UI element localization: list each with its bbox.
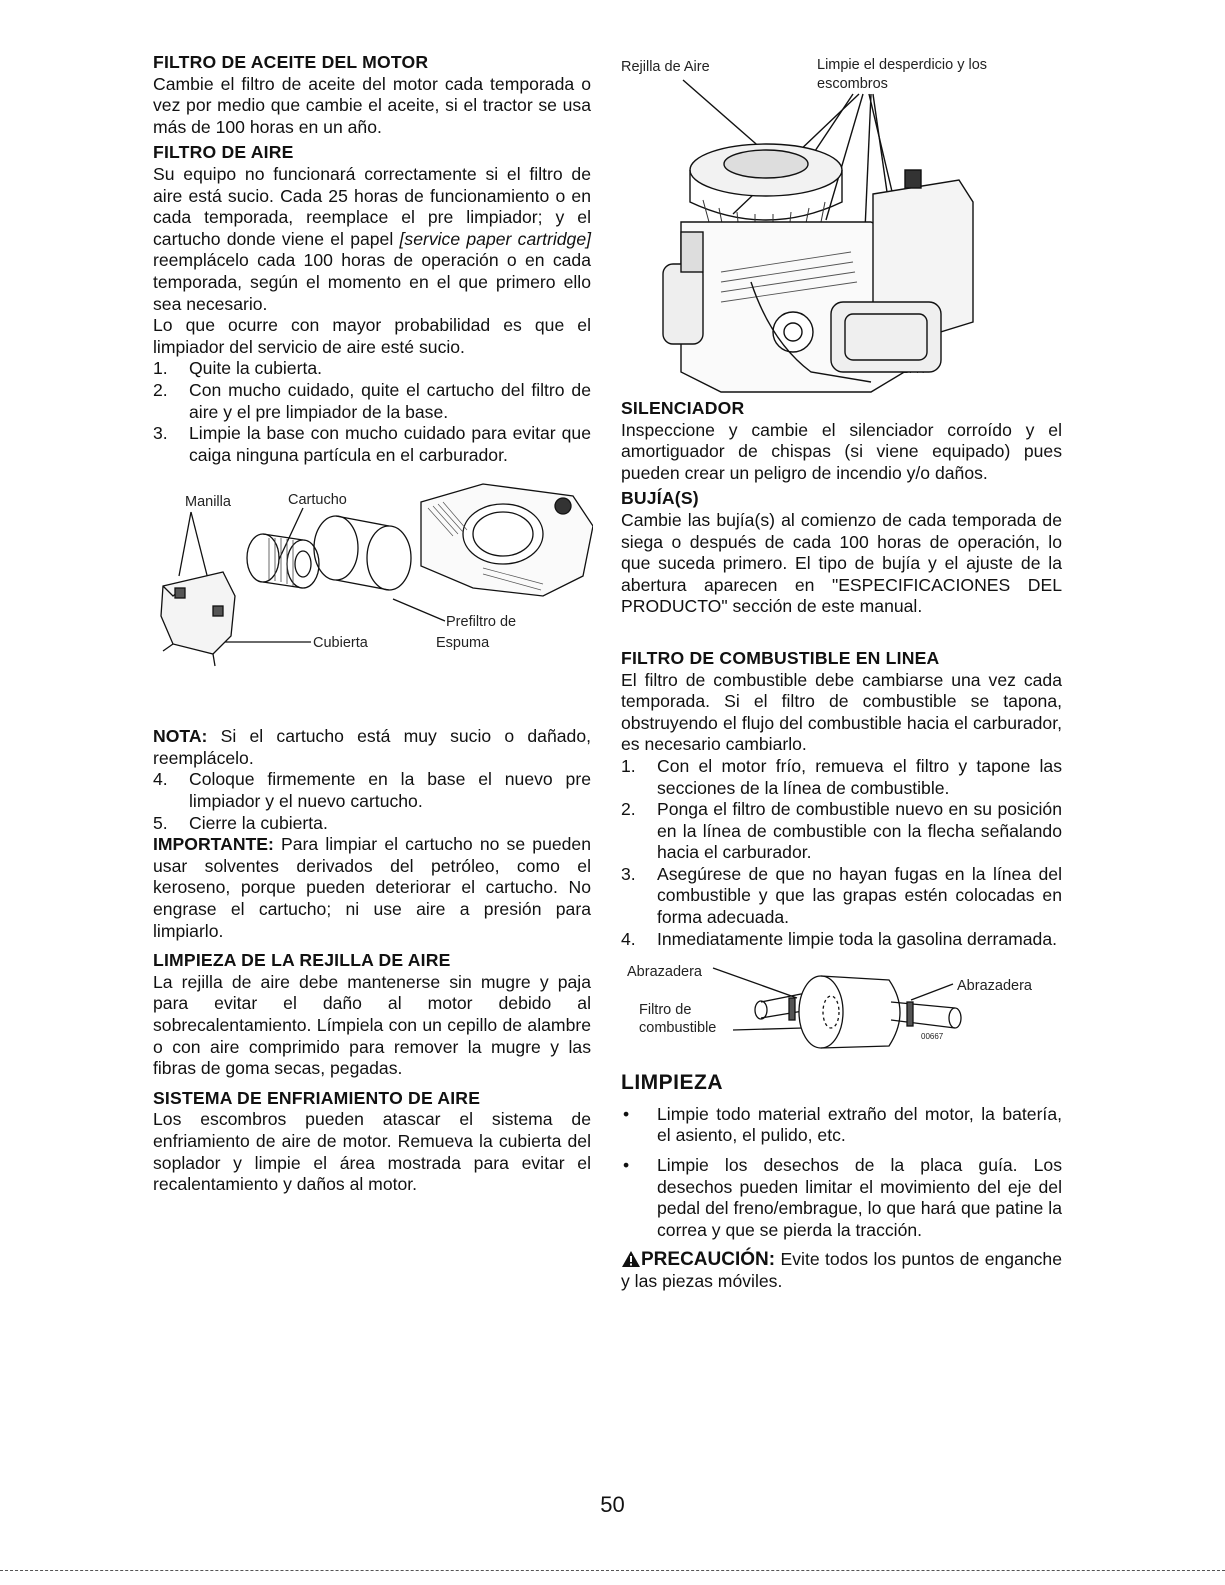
cleaning-heading: LIMPIEZA [621, 1071, 723, 1095]
air-filter-drawing [153, 476, 593, 698]
right-column [621, 52, 1062, 1293]
label-limpie-1: Limpie el desperdicio y los [817, 57, 988, 73]
spark-plug-text: Cambie las bujía(s) al comienzo de cada temporada de siega o después de cada 100 horas de operación, lo que suceda primero. El tipo de bujía y el ajuste de la abertura aparecen en "ESPECIFICACIONES DEL PRODUCTO" sección de este manual. [621, 509, 1062, 617]
figure-code-2: 00667 [921, 1032, 944, 1042]
label-espuma: Espuma [436, 635, 490, 652]
fuel-filter-drawing [621, 954, 1062, 1058]
warning-icon [621, 1250, 641, 1268]
label-abrazadera-left: Abrazadera [627, 964, 702, 981]
list-item: 4. Inmediatamente limpie toda la gasolina derramada. [621, 928, 1058, 949]
list-item: • Limpie todo material extraño del motor, la batería, el asiento, el pulido, etc. [623, 1103, 1062, 1146]
list-item: 1. Quite la cubierta. [153, 358, 323, 379]
cooling-system-text: Los escombros pueden atascar el sistema de enfriamiento de aire de motor. Remueva la cubierta del soplador y limpie el área mostrada para evitar el recalentamiento y daños al motor. [153, 1109, 591, 1195]
air-filter-steps-2 [153, 769, 591, 834]
air-filter-heading: FILTRO DE AIRE [153, 142, 294, 163]
cooling-system-heading: SISTEMA DE ENFRIAMIENTO DE AIRE [153, 1087, 481, 1108]
label-cartucho: Cartucho [288, 492, 347, 509]
importante-paragraph: IMPORTANTE: Para limpiar el cartucho no se pueden usar solventes derivados del petróleo, como el keroseno, porque pueden deteriorar el cartucho. No engrase el cartucho; ni use aire a presión para limpiarlo. [153, 834, 591, 941]
muffler-heading: SILENCIADOR [621, 398, 745, 418]
list-item: 1. Con el motor frío, remueva el filtro y tapone las secciones de la línea de combustible. [621, 755, 1062, 798]
label-manilla: Manilla [185, 494, 231, 511]
muffler-text: Inspeccione y cambie el silenciador corroído y el amortiguador de chispas (si viene equipado) pues pueden crear un peligro de incendio y/o daños. [621, 419, 1062, 483]
grille-cleaning-heading: LIMPIEZA DE LA REJILLA DE AIRE [153, 950, 451, 971]
list-item: 3. Asegúrese de que no hayan fugas en la línea del combustible y que las grapas estén colocadas en forma adecuada. [621, 863, 1062, 928]
oil-filter-heading: FILTRO DE ACEITE DEL MOTOR [153, 52, 429, 72]
fuel-filter-steps [621, 756, 1062, 950]
label-filtro-1: Filtro de [639, 1002, 692, 1019]
page-number: 50 [600, 1492, 625, 1517]
list-item: 4. Coloque firmemente en la base el nuevo pre limpiador y el nuevo cartucho. [153, 769, 591, 812]
engine-drawing [621, 52, 1062, 398]
air-filter-steps-1 [153, 358, 591, 466]
nota-paragraph: NOTA: Si el cartucho está muy sucio o dañado, reemplácelo. [153, 726, 591, 768]
list-item: 3. Limpie la base con mucho cuidado para evitar que caiga ninguna partícula en el carburador. [153, 423, 591, 465]
list-item: 5. Cierre la cubierta. [153, 812, 328, 833]
air-filter-figure [153, 476, 591, 698]
list-item: • Limpie los desechos de la placa guía. Los desechos pueden limitar el movimiento del eje del pedal del freno/embrague, lo que hará que patine la correa y que se pierda la tracción. [623, 1155, 1062, 1240]
cleaning-bullets [621, 1104, 1062, 1242]
label-filtro-2: combustible [639, 1020, 717, 1037]
fuel-filter-text: El filtro de combustible debe cambiarse una vez cada temporada. Si el filtro de combustible se tapona, obstruyendo el flujo del combustible hacia el carburador, es necesario cambiarlo. [621, 669, 1062, 755]
label-abrazadera-right: Abrazadera [957, 978, 1032, 995]
grille-cleaning-text: La rejilla de aire debe mantenerse sin mugre y paja para evitar el daño al motor debido al sobrecalentamiento. Límpiela con un cepillo de alambre o con aire comprimido para remover la mugre y las fibras de goma secas, pegadas. [153, 971, 591, 1079]
caution-paragraph: PRECAUCIÓN: Evite todos los puntos de enganche y las piezas móviles. [621, 1249, 1062, 1291]
label-cubierta: Cubierta [313, 635, 368, 652]
engine-figure [621, 52, 1062, 398]
list-item: 2. Con mucho cuidado, quite el cartucho del filtro de aire y el pre limpiador de la base. [153, 379, 591, 422]
label-limpie-2: escombros [817, 76, 888, 92]
left-column [153, 52, 591, 1196]
fuel-filter-heading: FILTRO DE COMBUSTIBLE EN LINEA [621, 647, 940, 668]
spark-plug-heading: BUJÍA(S) [621, 488, 699, 509]
air-filter-text-2: Lo que ocurre con mayor probabilidad es que el limpiador del servicio de aire esté sucio. [153, 315, 591, 357]
list-item: 2. Ponga el filtro de combustible nuevo en su posición en la línea de combustible con la flecha señalando hacia el carburador. [621, 799, 1062, 863]
fuel-filter-figure [621, 954, 1062, 1058]
page-divider [0, 1570, 1225, 1571]
label-rejilla: Rejilla de Aire [621, 59, 710, 75]
label-prefiltro: Prefiltro de [446, 614, 517, 631]
oil-filter-text: Cambie el filtro de aceite del motor cada temporada o vez por medio que cambie el aceite, si el tractor se usa más de 100 horas en un año. [153, 73, 591, 137]
air-filter-text: Su equipo no funcionará correctamente si el filtro de aire está sucio. Cada 25 horas de funcionamiento o en cada temporada, reemplace el pre limpiador; y el cartucho donde viene el papel [service paper cartridge] reemplácelo cada 100 horas de operación o en cada temporada, según el momento en el que primero ello sea necesario. [153, 163, 591, 314]
